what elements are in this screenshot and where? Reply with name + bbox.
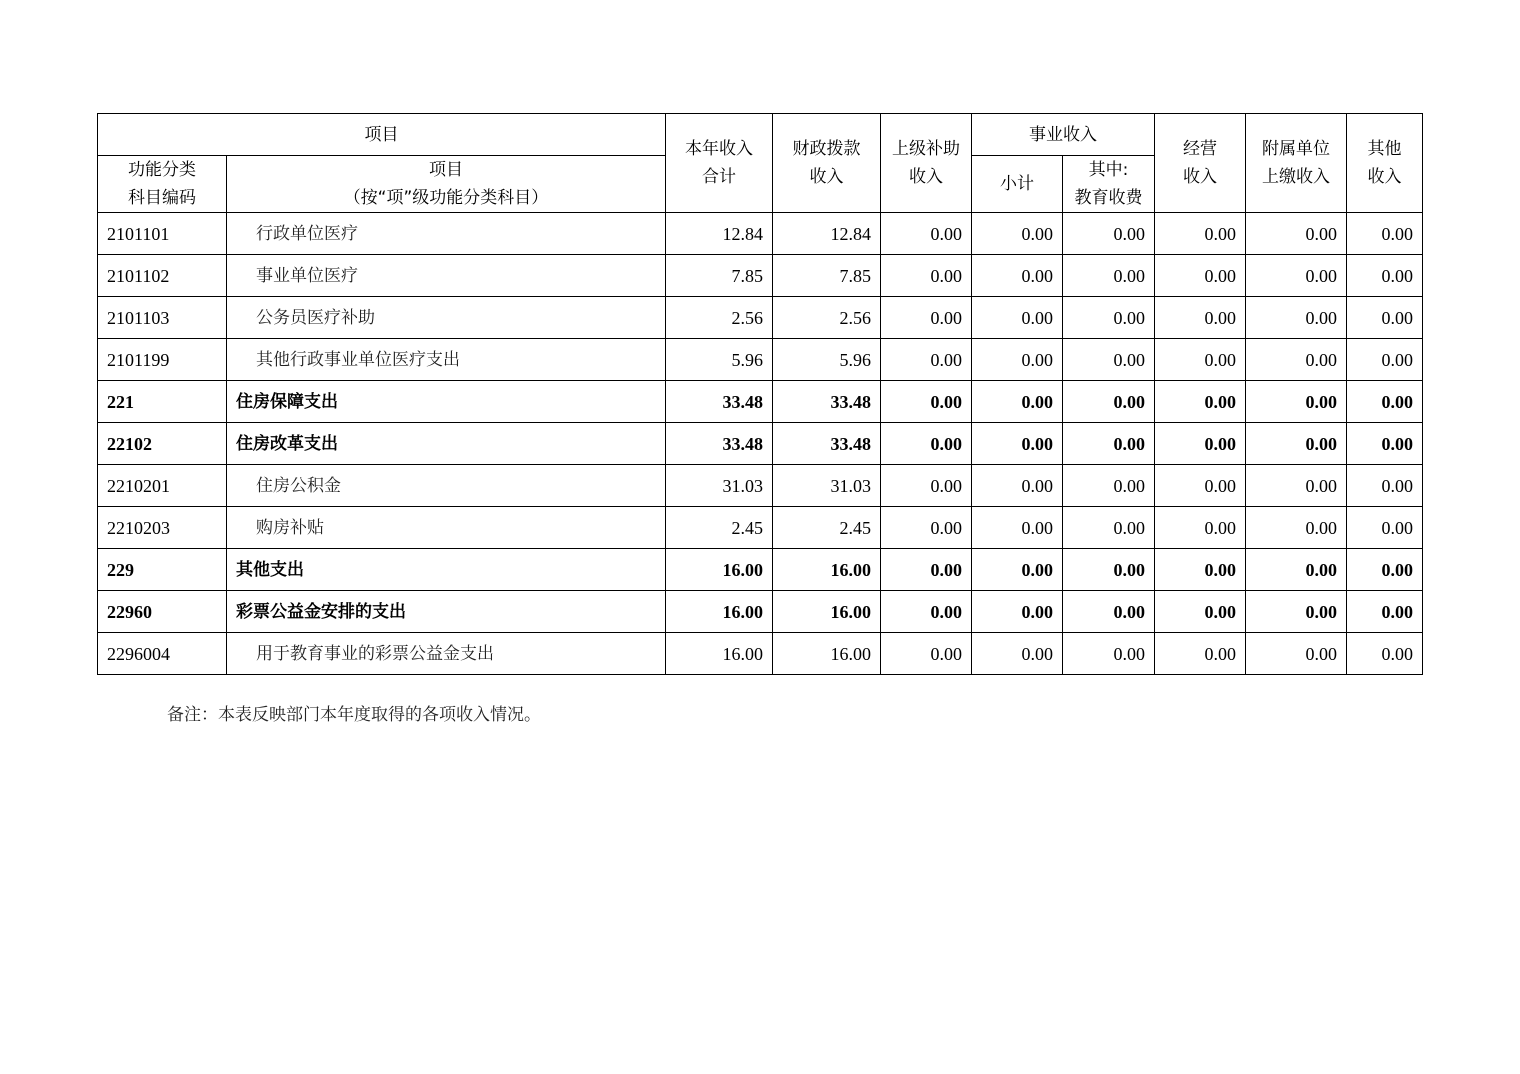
row-fiscal: 16.00 [773, 633, 881, 675]
row-edu: 0.00 [1063, 297, 1155, 339]
row-superior: 0.00 [881, 465, 972, 507]
row-fiscal: 12.84 [773, 213, 881, 255]
row-code: 22960 [98, 591, 227, 633]
row-other: 0.00 [1347, 339, 1423, 381]
income-table [97, 113, 1423, 675]
row-code: 2101199 [98, 339, 227, 381]
row-code: 2101101 [98, 213, 227, 255]
row-subtotal: 0.00 [972, 633, 1063, 675]
row-other: 0.00 [1347, 633, 1423, 675]
row-business: 0.00 [1155, 549, 1246, 591]
row-affiliate: 0.00 [1246, 507, 1347, 549]
row-subtotal: 0.00 [972, 423, 1063, 465]
row-business: 0.00 [1155, 339, 1246, 381]
table-row [98, 339, 1423, 381]
row-code: 2101103 [98, 297, 227, 339]
row-affiliate: 0.00 [1246, 633, 1347, 675]
table-row [98, 633, 1423, 675]
header-code-line1: 功能分类 [128, 160, 196, 180]
header-other-line2: 收入 [1367, 167, 1402, 187]
row-total: 33.48 [666, 423, 773, 465]
header-fiscal-line1: 财政拨款 [792, 139, 861, 159]
row-subtotal: 0.00 [972, 507, 1063, 549]
table-note: 备注：本表反映部门本年度取得的各项收入情况。 [167, 705, 541, 725]
row-total: 12.84 [666, 213, 773, 255]
row-other: 0.00 [1347, 507, 1423, 549]
row-business: 0.00 [1155, 255, 1246, 297]
table-row [98, 297, 1423, 339]
row-subtotal: 0.00 [972, 465, 1063, 507]
row-other: 0.00 [1347, 381, 1423, 423]
row-fiscal: 7.85 [773, 255, 881, 297]
row-edu: 0.00 [1063, 465, 1155, 507]
row-business: 0.00 [1155, 591, 1246, 633]
row-superior: 0.00 [881, 339, 972, 381]
row-total: 33.48 [666, 381, 773, 423]
row-name: 住房改革支出 [227, 423, 666, 465]
header-other-line1: 其他 [1367, 139, 1402, 159]
row-code: 2101102 [98, 255, 227, 297]
row-business: 0.00 [1155, 213, 1246, 255]
row-total: 2.56 [666, 297, 773, 339]
row-edu: 0.00 [1063, 339, 1155, 381]
table-row [98, 591, 1423, 633]
header-edu-line1: 其中: [1088, 160, 1129, 180]
row-code: 2210201 [98, 465, 227, 507]
row-superior: 0.00 [881, 549, 972, 591]
row-name: 住房公积金 [227, 465, 666, 507]
header-total [666, 114, 773, 213]
row-edu: 0.00 [1063, 633, 1155, 675]
table-row [98, 255, 1423, 297]
row-superior: 0.00 [881, 633, 972, 675]
row-name: 彩票公益金安排的支出 [227, 591, 666, 633]
table-row [98, 213, 1423, 255]
row-fiscal: 33.48 [773, 381, 881, 423]
row-affiliate: 0.00 [1246, 423, 1347, 465]
row-subtotal: 0.00 [972, 339, 1063, 381]
row-business: 0.00 [1155, 465, 1246, 507]
header-name [227, 156, 666, 213]
header-business-line2: 收入 [1183, 167, 1217, 187]
row-affiliate: 0.00 [1246, 297, 1347, 339]
row-total: 5.96 [666, 339, 773, 381]
row-name: 行政单位医疗 [227, 213, 666, 255]
header-business [1155, 114, 1246, 213]
row-other: 0.00 [1347, 465, 1423, 507]
row-affiliate: 0.00 [1246, 381, 1347, 423]
header-edu [1063, 156, 1155, 213]
row-fiscal: 31.03 [773, 465, 881, 507]
row-fiscal: 33.48 [773, 423, 881, 465]
header-affiliate-line2: 上缴收入 [1262, 167, 1330, 187]
table-row [98, 507, 1423, 549]
row-affiliate: 0.00 [1246, 549, 1347, 591]
row-name: 事业单位医疗 [227, 255, 666, 297]
header-code-line2: 科目编码 [128, 188, 196, 208]
row-business: 0.00 [1155, 633, 1246, 675]
row-total: 31.03 [666, 465, 773, 507]
row-edu: 0.00 [1063, 591, 1155, 633]
row-subtotal: 0.00 [972, 591, 1063, 633]
header-career: 事业收入 [972, 114, 1155, 156]
row-code: 2210203 [98, 507, 227, 549]
header-total-line1: 本年收入 [685, 139, 753, 159]
row-name: 购房补贴 [227, 507, 666, 549]
row-fiscal: 2.45 [773, 507, 881, 549]
header-superior [881, 114, 972, 213]
header-affiliate [1246, 114, 1347, 213]
table-row [98, 465, 1423, 507]
row-superior: 0.00 [881, 297, 972, 339]
row-name: 住房保障支出 [227, 381, 666, 423]
row-subtotal: 0.00 [972, 213, 1063, 255]
header-name-line1: 项目 [429, 160, 463, 180]
row-edu: 0.00 [1063, 213, 1155, 255]
row-subtotal: 0.00 [972, 381, 1063, 423]
row-name: 其他支出 [227, 549, 666, 591]
row-superior: 0.00 [881, 381, 972, 423]
row-other: 0.00 [1347, 549, 1423, 591]
row-affiliate: 0.00 [1246, 255, 1347, 297]
row-superior: 0.00 [881, 423, 972, 465]
row-other: 0.00 [1347, 297, 1423, 339]
row-subtotal: 0.00 [972, 297, 1063, 339]
header-project: 项目 [98, 114, 666, 156]
row-fiscal: 16.00 [773, 591, 881, 633]
row-code: 2296004 [98, 633, 227, 675]
row-superior: 0.00 [881, 507, 972, 549]
header-fiscal [773, 114, 881, 213]
row-other: 0.00 [1347, 423, 1423, 465]
header-subtotal: 小计 [972, 156, 1063, 213]
row-affiliate: 0.00 [1246, 591, 1347, 633]
row-code: 22102 [98, 423, 227, 465]
row-superior: 0.00 [881, 255, 972, 297]
row-code: 221 [98, 381, 227, 423]
table-row [98, 381, 1423, 423]
row-name: 用于教育事业的彩票公益金支出 [227, 633, 666, 675]
row-business: 0.00 [1155, 381, 1246, 423]
row-edu: 0.00 [1063, 507, 1155, 549]
header-fiscal-line2: 收入 [809, 167, 844, 187]
row-total: 2.45 [666, 507, 773, 549]
row-edu: 0.00 [1063, 549, 1155, 591]
row-other: 0.00 [1347, 213, 1423, 255]
row-business: 0.00 [1155, 297, 1246, 339]
header-superior-line2: 收入 [909, 167, 943, 187]
header-other [1347, 114, 1423, 213]
row-affiliate: 0.00 [1246, 465, 1347, 507]
row-total: 16.00 [666, 633, 773, 675]
header-row-top [98, 114, 1423, 156]
header-name-line2: （按“项”级功能分类科目） [343, 188, 549, 208]
row-fiscal: 5.96 [773, 339, 881, 381]
row-affiliate: 0.00 [1246, 339, 1347, 381]
header-business-line1: 经营 [1183, 139, 1217, 159]
row-superior: 0.00 [881, 213, 972, 255]
row-subtotal: 0.00 [972, 255, 1063, 297]
row-edu: 0.00 [1063, 423, 1155, 465]
row-edu: 0.00 [1063, 255, 1155, 297]
row-code: 229 [98, 549, 227, 591]
header-total-line2: 合计 [702, 167, 736, 187]
row-edu: 0.00 [1063, 381, 1155, 423]
row-business: 0.00 [1155, 507, 1246, 549]
header-superior-line1: 上级补助 [892, 139, 960, 159]
header-affiliate-line1: 附属单位 [1262, 139, 1330, 159]
table-row [98, 423, 1423, 465]
row-total: 16.00 [666, 591, 773, 633]
row-business: 0.00 [1155, 423, 1246, 465]
row-total: 16.00 [666, 549, 773, 591]
row-total: 7.85 [666, 255, 773, 297]
row-affiliate: 0.00 [1246, 213, 1347, 255]
row-name: 其他行政事业单位医疗支出 [227, 339, 666, 381]
row-fiscal: 2.56 [773, 297, 881, 339]
row-superior: 0.00 [881, 591, 972, 633]
header-code [98, 156, 227, 213]
table-row [98, 549, 1423, 591]
header-edu-line2: 教育收费 [1074, 188, 1143, 208]
row-fiscal: 16.00 [773, 549, 881, 591]
row-name: 公务员医疗补助 [227, 297, 666, 339]
row-other: 0.00 [1347, 591, 1423, 633]
row-other: 0.00 [1347, 255, 1423, 297]
row-subtotal: 0.00 [972, 549, 1063, 591]
